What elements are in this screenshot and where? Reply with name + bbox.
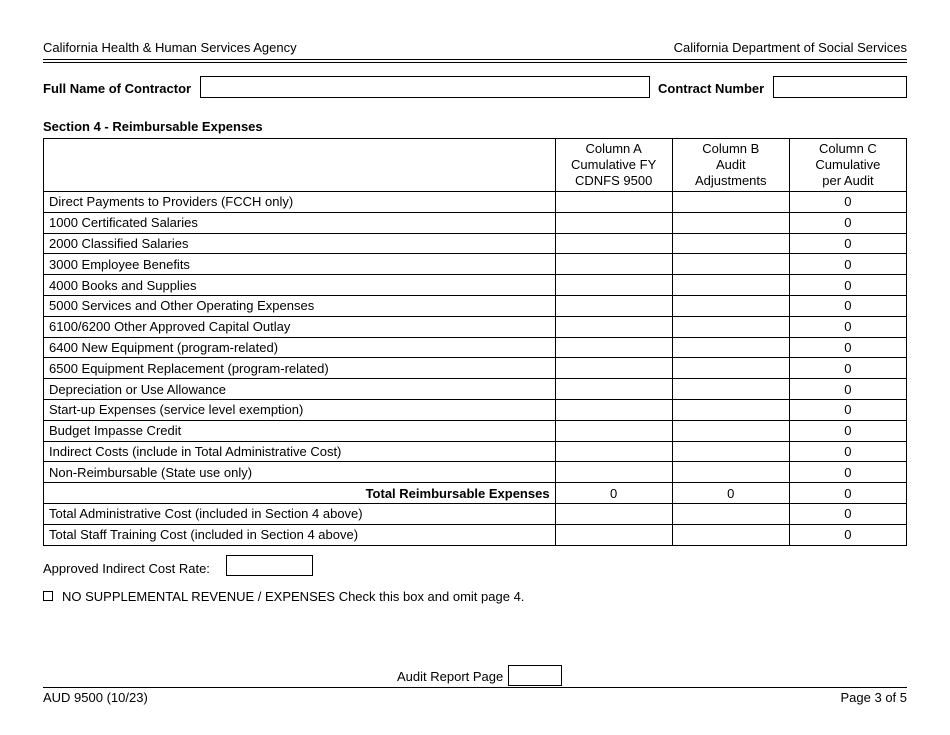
contractor-name-label: Full Name of Contractor [43, 81, 192, 96]
column-c-cell: 0 [789, 420, 906, 441]
column-a-title: Column A [585, 141, 642, 156]
description-column-header [44, 139, 556, 192]
column-a-cell[interactable] [555, 233, 672, 254]
row-label: 6400 New Equipment (program-related) [44, 337, 556, 358]
footer-divider [43, 687, 907, 688]
row-label: Indirect Costs (include in Total Administrative Cost) [44, 441, 556, 462]
contract-number-input[interactable] [773, 76, 907, 98]
column-b-cell[interactable] [672, 462, 789, 483]
table-row [44, 275, 907, 296]
column-c-subtitle-2: per Audit [822, 173, 874, 188]
column-a-cell[interactable] [555, 441, 672, 462]
column-a-cell[interactable] [555, 316, 672, 337]
column-c-cell: 0 [789, 379, 906, 400]
section-title: Section 4 - Reimbursable Expenses [43, 119, 263, 134]
column-c-cell: 0 [789, 358, 906, 379]
row-label: 5000 Services and Other Operating Expenses [44, 295, 556, 316]
column-a-cell[interactable] [555, 399, 672, 420]
total-column-b: 0 [672, 483, 789, 504]
table-header-row [44, 139, 907, 192]
column-c-cell: 0 [789, 399, 906, 420]
column-a-subtitle: Cumulative FY [571, 157, 657, 172]
column-c-header [789, 139, 906, 192]
table-row [44, 316, 907, 337]
column-c-cell: 0 [789, 524, 906, 545]
total-label: Total Reimbursable Expenses [44, 483, 556, 504]
table-row [44, 337, 907, 358]
row-label: Depreciation or Use Allowance [44, 379, 556, 400]
no-supplemental-label: NO SUPPLEMENTAL REVENUE / EXPENSES Check this box and omit page 4. [62, 589, 525, 604]
table-row [44, 420, 907, 441]
table-row [44, 503, 907, 524]
row-label: Direct Payments to Providers (FCCH only) [44, 192, 556, 213]
column-c-cell: 0 [789, 503, 906, 524]
row-label: 1000 Certificated Salaries [44, 212, 556, 233]
header-divider-secondary [43, 62, 907, 63]
row-label: Start-up Expenses (service level exemption) [44, 399, 556, 420]
row-label: Non-Reimbursable (State use only) [44, 462, 556, 483]
column-b-cell[interactable] [672, 316, 789, 337]
column-c-cell: 0 [789, 316, 906, 337]
column-a-cell[interactable] [555, 337, 672, 358]
contractor-name-input[interactable] [200, 76, 650, 98]
page-number: Page 3 of 5 [840, 690, 907, 705]
column-a-cell[interactable] [555, 524, 672, 545]
indirect-rate-label: Approved Indirect Cost Rate: [43, 561, 210, 576]
column-b-cell[interactable] [672, 275, 789, 296]
header-divider [43, 59, 907, 60]
audit-report-page-input[interactable] [508, 665, 562, 686]
column-a-cell[interactable] [555, 295, 672, 316]
column-b-cell[interactable] [672, 358, 789, 379]
column-b-cell[interactable] [672, 379, 789, 400]
row-label: Budget Impasse Credit [44, 420, 556, 441]
column-c-subtitle: Cumulative [815, 157, 881, 172]
column-c-cell: 0 [789, 441, 906, 462]
column-b-cell[interactable] [672, 192, 789, 213]
total-column-a: 0 [555, 483, 672, 504]
column-b-cell[interactable] [672, 420, 789, 441]
column-c-cell: 0 [789, 275, 906, 296]
column-c-cell: 0 [789, 337, 906, 358]
column-c-cell: 0 [789, 233, 906, 254]
column-a-cell[interactable] [555, 254, 672, 275]
column-a-cell[interactable] [555, 503, 672, 524]
table-row [44, 358, 907, 379]
agency-name: California Health & Human Services Agency [43, 40, 297, 55]
column-b-cell[interactable] [672, 524, 789, 545]
table-row [44, 462, 907, 483]
column-c-cell: 0 [789, 295, 906, 316]
row-label: 2000 Classified Salaries [44, 233, 556, 254]
department-name: California Department of Social Services [673, 40, 907, 55]
column-c-title: Column C [819, 141, 877, 156]
row-label: 6500 Equipment Replacement (program-related) [44, 358, 556, 379]
column-b-cell[interactable] [672, 212, 789, 233]
column-b-header [672, 139, 789, 192]
table-row [44, 254, 907, 275]
column-c-cell: 0 [789, 254, 906, 275]
table-row [44, 441, 907, 462]
row-label: 6100/6200 Other Approved Capital Outlay [44, 316, 556, 337]
table-row [44, 233, 907, 254]
column-b-cell[interactable] [672, 503, 789, 524]
row-label: Total Administrative Cost (included in Section 4 above) [44, 503, 556, 524]
row-label: Total Staff Training Cost (included in Section 4 above) [44, 524, 556, 545]
column-b-cell[interactable] [672, 441, 789, 462]
column-a-header [555, 139, 672, 192]
column-a-cell[interactable] [555, 212, 672, 233]
column-b-subtitle: Audit [715, 157, 746, 172]
table-row [44, 399, 907, 420]
column-a-cell[interactable] [555, 420, 672, 441]
column-b-cell[interactable] [672, 254, 789, 275]
column-a-cell[interactable] [555, 358, 672, 379]
column-b-cell[interactable] [672, 337, 789, 358]
table-row [44, 192, 907, 213]
column-b-cell[interactable] [672, 399, 789, 420]
no-supplemental-checkbox[interactable] [43, 591, 53, 601]
column-c-cell: 0 [789, 192, 906, 213]
column-a-cell[interactable] [555, 275, 672, 296]
column-b-title: Column B [702, 141, 760, 156]
column-b-cell[interactable] [672, 233, 789, 254]
column-c-cell: 0 [789, 212, 906, 233]
table-row [44, 524, 907, 545]
total-row [44, 483, 907, 504]
audit-report-page-label: Audit Report Page [397, 669, 504, 684]
column-b-subtitle-2: Adjustments [694, 173, 767, 188]
column-a-cell[interactable] [555, 192, 672, 213]
column-a-cell[interactable] [555, 379, 672, 400]
column-a-subtitle-2: CDNFS 9500 [574, 173, 653, 188]
row-label: 4000 Books and Supplies [44, 275, 556, 296]
column-a-cell[interactable] [555, 462, 672, 483]
table-row [44, 379, 907, 400]
column-c-cell: 0 [789, 462, 906, 483]
table-row [44, 212, 907, 233]
total-column-c: 0 [789, 483, 906, 504]
table-row [44, 295, 907, 316]
column-b-cell[interactable] [672, 295, 789, 316]
indirect-rate-input[interactable] [226, 555, 313, 576]
reimbursable-expenses-table [43, 138, 907, 546]
row-label: 3000 Employee Benefits [44, 254, 556, 275]
contract-number-label: Contract Number [658, 81, 765, 96]
form-id: AUD 9500 (10/23) [43, 690, 148, 705]
